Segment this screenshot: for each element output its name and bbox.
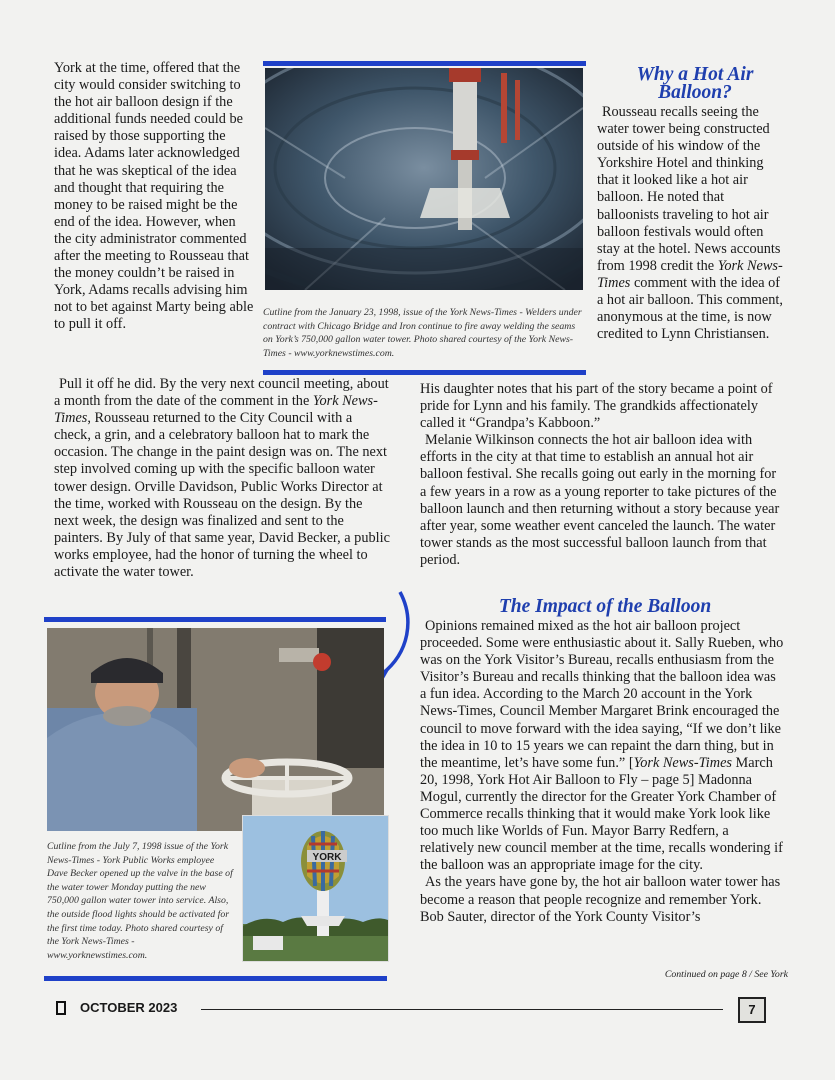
- top-divider-bar: [263, 61, 586, 66]
- column1-text-top: York at the time, offered that the city would consider switching to the hot air balloon design if the additional funds needed could be raised by those supporting the idea. Adams later acknowledged that he was skeptical of the idea and thought that requiring the money to be raised might be the end of the idea. However, when the city administrator commented after the meeting to Rousseau that the money couldn’t be raised in York, Adams recalls advising him not to bet against Marty being able to pull it off.: [54, 60, 254, 333]
- photo1-caption: Cutline from the January 23, 1998, issue of the York News-Times - Welders under contract with Chicago Bridge and Iron continue to fire away welding the seams on York’s 750,000 gallon water tower. Photo shared courtesy of the York News-Times - www.yorknewstimes.com.: [263, 307, 582, 359]
- newspaper-name: York News-Times: [54, 393, 378, 427]
- middle-paragraph-1: His daughter notes that his part of the story became a point of pride for Lynn and his family. The grandkids affectionately called it “Grandpa’s Kabboon.”: [420, 381, 773, 432]
- page-number: 7: [738, 997, 766, 1023]
- photo2-top-bar: [44, 617, 386, 622]
- impact-text: [420, 618, 784, 926]
- caption1-divider-bar: [263, 370, 586, 375]
- newspaper-citation: York News-Times: [633, 754, 732, 771]
- heading-impact-of-balloon: The Impact of the Balloon: [498, 596, 712, 617]
- impact-paragraph-1b: March 20, 1998, York Hot Air Balloon to Fly – page 5] Madonna Mogul, currently the director for the Greater York Chamber of Commerce recalls thinking that it would make York look like too much like Worlds of Fun. Mayor Barry Redfern, a relatively new council member at the time, recalls wondering if the balloon was an appropriate image for the city.: [420, 754, 783, 874]
- balloon-water-tower-photo: [242, 815, 389, 962]
- photo2-caption: Cutline from the July 7, 1998 issue of the York News-Times - York Public Works employee Dave Becker opened up the valve in the base of the water tower Monday putting the new 750,000 gallon water tower into service. Also, the outside flood lights should be activated for the first time today. Photo shared courtesy of the York News-Times - www.yorknewstimes.com.: [47, 841, 233, 961]
- continued-note: Continued on page 8 / See York: [664, 969, 788, 980]
- water-tower-construction-photo: [265, 68, 583, 290]
- footer-month: OCTOBER 2023: [80, 1000, 178, 1015]
- photo3-bottom-bar: [44, 976, 387, 981]
- footer-rule: [201, 1009, 723, 1010]
- impact-paragraph-1: [420, 618, 784, 874]
- column3-text-b: comment with the idea of a hot air balloon. This comment, anonymous at the time, is now credited to Lynn Christiansen.: [597, 274, 783, 343]
- column3-text: [597, 104, 787, 343]
- footer-square-icon: [56, 1001, 66, 1015]
- newspaper-name: York News-Times: [597, 257, 783, 291]
- balloon-sign-text: YORK: [312, 852, 342, 863]
- column1-wide-a: Pull it off he did. By the very next council meeting, about a month from the date of the comment in the: [54, 376, 389, 410]
- column1-text-wide: [54, 376, 390, 581]
- impact-paragraph-2: As the years have gone by, the hot air balloon water tower has become a reason that people recognize and remember York. Bob Sauter, director of the York County Visitor’s: [420, 874, 781, 925]
- column3-text-a: Rousseau recalls seeing the water tower being constructed outside of his window of the Yorkshire Hotel and thinking that it looked like a hot air balloon. He noted that balloonists traveling to hot air balloon festivals would often stay at the hotel. News accounts from 1998 credit the: [597, 104, 781, 274]
- worker-opening-valve-photo: [47, 628, 384, 831]
- middle-text: [420, 381, 782, 569]
- heading-why-hot-air-balloon: Why a Hot Air Balloon?: [636, 64, 754, 103]
- middle-paragraph-2: Melanie Wilkinson connects the hot air balloon idea with efforts in the city at that time to establish an annual hot air balloon festival. She recalls going out early in the morning for a few years in a row as a young reporter to take pictures of the balloon launch and then returning without a story because year after year, some weather event canceled the launch. The water tower stands as the most successful balloon launch from that period.: [420, 432, 780, 568]
- impact-paragraph-1a: Opinions remained mixed as the hot air balloon project proceeded. Some were enthusiastic about it. Sally Rueben, who was on the York Visitor’s Bureau, recalls enthusiasm from the Visitor’s Bureau and recalls thinking that the balloon idea was a fun idea. According to the March 20 account in the York News-Times, Council Member Margaret Brink encouraged the council to move forward with the idea saying, “If we don’t like the idea in 10 to 15 years we can repaint the darn thing, but in the meantime, let’s have some fun.” [: [420, 618, 784, 771]
- column1-wide-b: , Rousseau returned to the City Council with a check, a grin, and a celebratory balloon hat to mark the occasion. The change in the paint design was on. The next step involved coming up with the specific balloon water tower design. Orville Davidson, Public Works Director at the time, worked with Rousseau on the design. By the next week, the design was finalized and sent to the painters. By July of that same year, David Becker, a public works employee, had the honor of turning the wheel to activate the water tower.: [54, 410, 390, 581]
